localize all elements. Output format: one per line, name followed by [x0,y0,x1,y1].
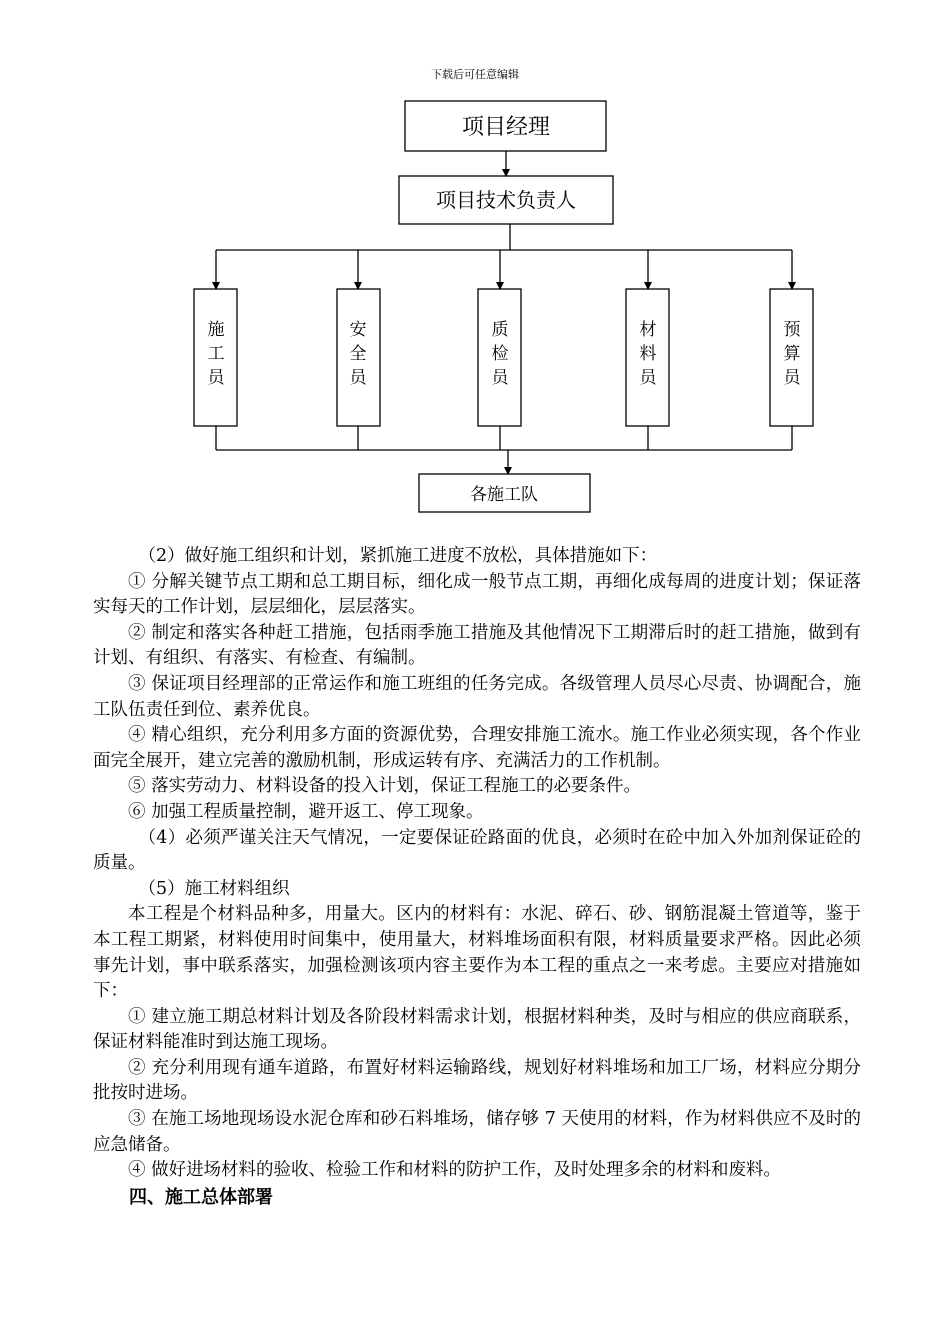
paragraph: （4）必须严谨关注天气情况，一定要保证砼路面的优良，必须时在砼中加入外加剂保证砼的质量。 [93,827,861,874]
role-labels [208,320,803,388]
paragraph: ④ 做好进场材料的验收、检验工作和材料的防护工作，及时处理多余的材料和废料。 [128,1160,782,1181]
role-label-3: 质检员 [491,320,509,388]
paragraph: ① 建立施工期总材料计划及各阶段材料需求计划，根据材料种类，及时与相应的供应商联系，保证材料能准时到达施工现场。 [93,1006,861,1053]
paragraph: （5）施工材料组织 [138,878,290,899]
role-label-2: 安全员 [349,320,367,388]
document-body [93,544,861,1210]
role-label-4: 材料员 [639,320,657,388]
role-label-1: 施工员 [207,320,225,388]
paragraph: ③ 保证项目经理部的正常运作和施工班组的任务完成。各级管理人员尽心尽责、协调配合，施工队伍责任到位、素养优良。 [93,673,861,720]
paragraph: （2）做好施工组织和计划，紧抓施工进度不放松，具体措施如下： [138,546,658,566]
org-chart [0,0,950,540]
paragraph: ⑤ 落实劳动力、材料设备的投入计划，保证工程施工的必要条件。 [128,776,642,797]
paragraph: ⑥ 加强工程质量控制，避开返工、停工现象。 [128,801,484,822]
paragraph: 本工程是个材料品种多，用量大。区内的材料有：水泥、碎石、砂、钢筋混凝土管道等，鉴于本工程工期紧，材料使用时间集中，使用量大，材料堆场面积有限，材料质量要求严格。因此必须事先计划，事中联系落实，加强检测该项内容主要作为本工程的重点之一来考虑。主要应对措施如下： [93,904,861,1002]
role-label-5: 预算员 [783,320,801,388]
technical-lead-label: 项目技术负责人 [436,188,576,212]
paragraph: ③ 在施工场地现场设水泥仓库和砂石料堆场，储存够 7 天使用的材料，作为材料供应不及时的应急储备。 [93,1109,861,1155]
construction-teams-label: 各施工队 [470,485,538,505]
header-note: 下载后可任意编辑 [431,68,519,81]
project-manager-label: 项目经理 [461,115,551,140]
paragraph: ② 制定和落实各种赶工措施，包括雨季施工措施及其他情况下工期滞后时的赶工措施，做到有计划、有组织、有落实、有检查、有编制。 [93,622,861,669]
paragraph: ① 分解关键节点工期和总工期目标，细化成一般节点工期，再细化成每周的进度计划；保证落实每天的工作计划，层层细化，层层落实。 [93,571,861,618]
paragraph: ④ 精心组织，充分利用多方面的资源优势，合理安排施工流水。施工作业必须实现，各个作业面完全展开，建立完善的激励机制，形成运转有序、充满活力的工作机制。 [93,725,861,771]
paragraph: ② 充分利用现有通车道路，布置好材料运输路线，规划好材料堆场和加工厂场，材料应分期分批按时进场。 [93,1057,861,1104]
section-heading: 四、施工总体部署 [129,1186,273,1208]
